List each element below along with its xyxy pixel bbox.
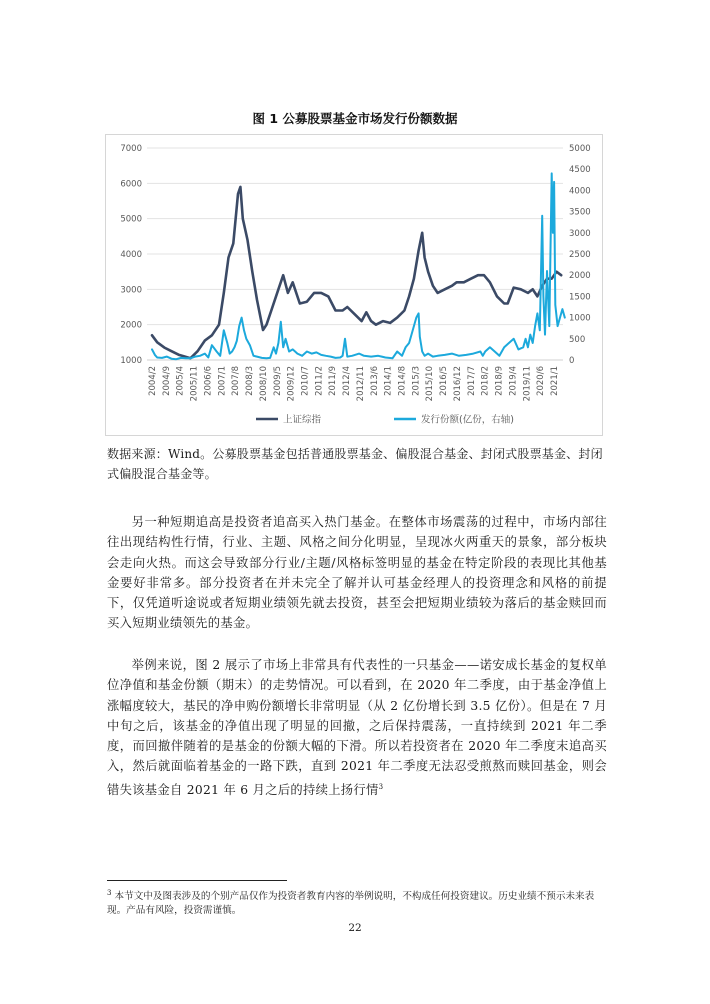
x-tick-label: 2018/9 [494,366,505,396]
y-left-tick-label: 5000 [120,214,142,225]
x-tick-label: 2012/4 [342,366,353,396]
x-tick-label: 2015/10 [425,366,436,402]
line-chart [106,135,604,437]
legend-label: 发行份额(亿份，右轴) [421,414,514,426]
y-right-tick-label: 500 [569,334,586,345]
y-left-tick-label: 7000 [120,144,142,154]
footnote-divider [107,880,287,881]
x-tick-label: 2004/2 [148,366,158,396]
y-left-tick-label: 4000 [120,250,142,260]
x-tick-label: 2014/1 [383,366,394,396]
x-tick-label: 2007/1 [217,366,228,396]
x-tick-label: 2017/7 [466,366,477,396]
y-left-tick-label: 2000 [120,320,142,331]
x-tick-label: 2005/11 [189,366,200,402]
y-right-tick-label: 5000 [569,144,591,154]
y-right-tick-label: 2000 [569,271,591,282]
x-tick-label: 2005/4 [175,366,186,396]
y-left-tick-label: 3000 [120,285,142,296]
x-tick-label: 2011/9 [328,366,339,396]
body-paragraph-2 [107,655,607,800]
x-tick-label: 2009/5 [272,366,283,396]
y-right-tick-label: 4500 [569,165,591,176]
y-right-tick-label: 3500 [569,207,591,218]
figure-title: 图 1 公募股票基金市场发行份额数据 [252,111,458,126]
y-left-tick-label: 1000 [120,356,142,366]
x-tick-label: 2021/1 [550,366,560,396]
x-tick-label: 2012/11 [355,366,366,402]
x-tick-label: 2011/2 [314,366,325,396]
footnote-marker: 3 [107,889,112,897]
legend-label: 上证综指 [283,414,322,426]
y-right-tick-label: 1500 [569,292,591,303]
x-tick-label: 2009/12 [286,366,297,402]
chart-container [105,134,603,436]
x-tick-label: 2016/5 [439,366,450,396]
y-right-tick-label: 0 [569,356,575,366]
y-right-tick-label: 3000 [569,228,591,239]
x-tick-label: 2015/3 [411,366,422,396]
x-tick-label: 2016/12 [452,366,463,402]
body-paragraph-1: 另一种短期追高是投资者追高买入热门基金。在整体市场震荡的过程中，市场内部往往出现结构性行情，行业、主题、风格之间分化明显，呈现冰火两重天的景象，部分板块会走向火热。而这会导致部分行业/主题/风格标签明显的基金在特定阶段的表现比其他基金要好非常多。部分投资者在并未完全了解并认可基金经理人的投资理念和风格的前提下，仅凭道听途说或者短期业绩领先就去投资，甚至会把短期业绩较为落后的基金赎回而买入短期业绩领先的基金。 [107,515,607,631]
x-tick-label: 2019/11 [522,366,533,402]
footnote [107,886,607,918]
x-tick-label: 2014/8 [397,366,408,396]
x-tick-label: 2018/2 [480,366,491,396]
footnote-text: 本节文中及图表涉及的个别产品仅作为投资者教育内容的举例说明，不构成任何投资建议。历史业绩不预示未来表现。产品有风险，投资需谨慎。 [107,891,595,917]
x-tick-label: 2010/7 [300,366,311,396]
page-number: 22 [348,922,362,934]
x-tick-label: 2019/4 [508,366,519,396]
y-right-tick-label: 1000 [569,313,591,324]
body-paragraph-2-text: 举例来说，图 2 展示了市场上非常具有代表性的一只基金——诺安成长基金的复权单位净值和基金份额（期末）的走势情况。可以看到，在 2020 年二季度，由于基金净值上涨幅度较大，基民的净申购份额增长非常明显（从 2 亿份增长到 3.5 亿份）。但是在 7 月中旬之后，该基金的净值出现了明显的回撤，之后保持震荡，一直持续到 2021 年二季度，而回撤伴随着的是基金的份额大幅的下滑。所以若投资者在 2020 年二季度末追高买入，然后就面临着基金的一路下跌，直到 2021 年二季度无法忍受煎熬而赎回基金，则会错失该基金自 2021 年 6 月之后的持续上扬行情 [107,658,607,797]
figure-source-note: 数据来源：Wind。公募股票基金包括普通股票基金、偏股混合基金、封闭式股票基金、封闭式偏股混合基金等。 [107,447,603,481]
x-tick-label: 2008/10 [258,366,269,402]
x-tick-label: 2008/3 [245,366,256,396]
x-tick-label: 2013/6 [369,366,380,396]
x-tick-label: 2020/6 [536,366,547,396]
series-line-shanghai-index [152,187,561,358]
x-tick-label: 2007/8 [231,366,242,396]
footnote-reference[interactable]: 3 [378,782,384,791]
x-tick-label: 2006/6 [203,366,214,396]
y-left-tick-label: 6000 [120,179,142,190]
y-right-tick-label: 2500 [569,250,591,260]
x-tick-label: 2004/9 [161,366,172,396]
y-right-tick-label: 4000 [569,186,591,197]
